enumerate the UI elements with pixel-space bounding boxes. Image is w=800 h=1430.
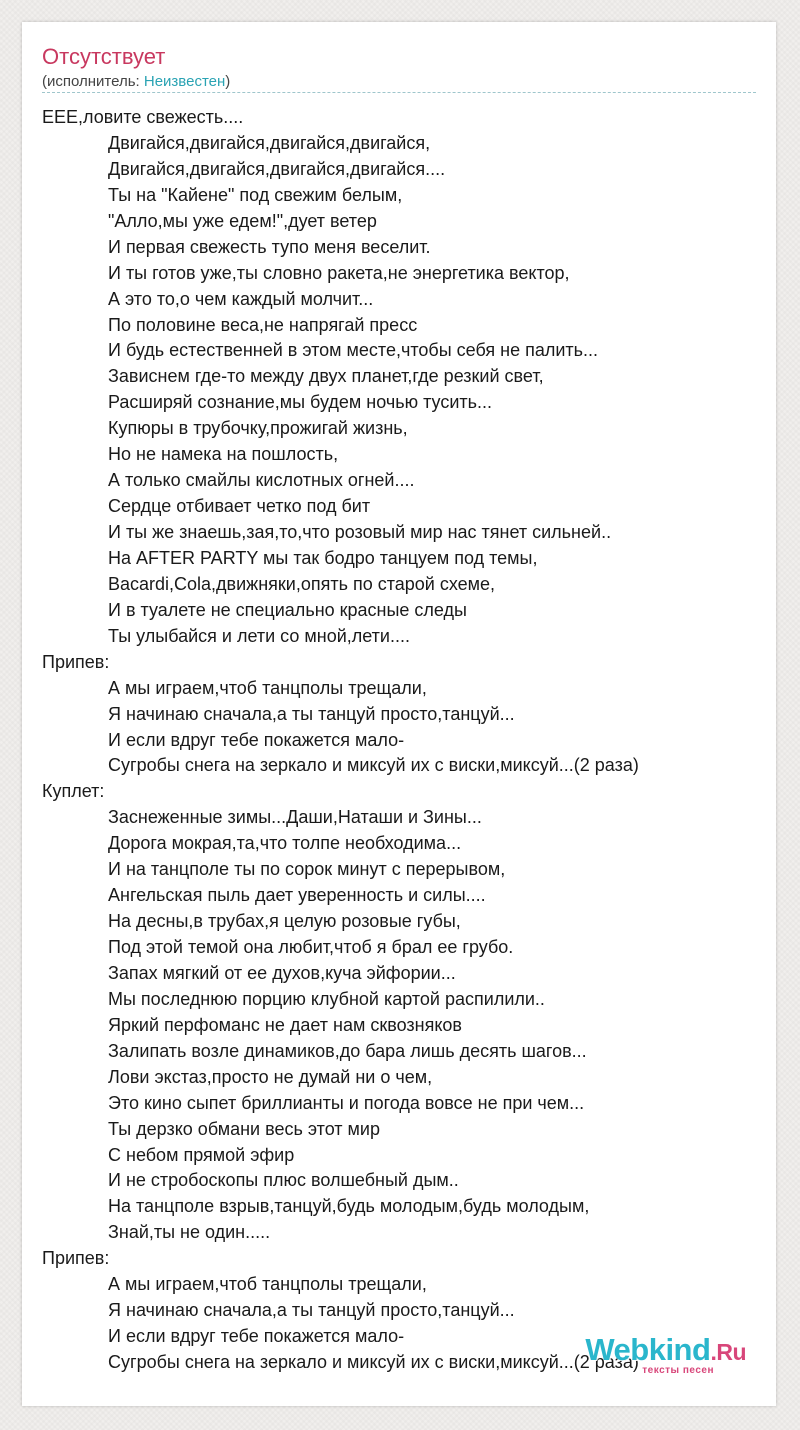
lyrics-text: [42, 105, 762, 1376]
lyric-line: Сугробы снега на зеркало и миксуй их с виски,миксуй...(2 раза): [108, 755, 639, 776]
lyric-line: Сугробы снега на зеркало и миксуй их с виски,миксуй...(2 раза): [108, 1352, 639, 1372]
lyric-line: Двигайся,двигайся,двигайся,двигайся,: [108, 132, 431, 153]
lyric-line: "Алло,мы уже едем!",дует ветер: [108, 210, 377, 231]
artist-link[interactable]: Неизвестен: [143, 73, 226, 90]
artist-byline: [42, 72, 230, 92]
title-divider: [42, 92, 756, 93]
lyric-line: И не стробоскопы плюс волшебный дым..: [108, 1170, 459, 1191]
lyric-line: И если вдруг тебе покажется мало-: [108, 1326, 405, 1347]
lyric-line: Но не намека на пошлость,: [108, 444, 339, 465]
lyric-line: И если вдруг тебе покажется мало-: [108, 729, 405, 750]
lyric-line: Мы последнюю порцию клубной картой распилили..: [108, 988, 545, 1009]
lyric-line: Под этой темой она любит,чтоб я брал ее грубо.: [108, 937, 514, 957]
lyric-line: И ты же знаешь,зая,то,что розовый мир нас тянет сильней..: [108, 522, 612, 542]
lyric-line: Ты дерзко обмани весь этот мир: [108, 1118, 380, 1139]
lyric-line: А мы играем,чтоб танцполы трещали,: [108, 677, 427, 698]
webkind-logo: [585, 1334, 746, 1365]
lyric-line: Залипать возле динамиков,до бара лишь десять шагов...: [108, 1040, 587, 1061]
song-title: Отсутствует: [42, 44, 166, 69]
lyric-line: По половине веса,не напрягай пресс: [108, 314, 418, 335]
lyric-section-heading: Припев:: [42, 1248, 110, 1269]
lyric-line: И на танцполе ты по сорок минут с перерывом,: [108, 859, 506, 880]
lyric-line: И ты готов уже,ты словно ракета,не энергетика вектор,: [108, 262, 570, 283]
lyric-line: И первая свежесть тупо меня веселит.: [108, 236, 431, 257]
lyric-line: Зависнем где-то между двух планет,где резкий свет,: [108, 366, 544, 387]
lyric-line: И в туалете не специально красные следы: [108, 599, 467, 620]
lyric-line: Запах мягкий от ее духов,куча эйфории...: [108, 962, 456, 983]
lyric-line: Ты улыбайся и лети со мной,лети....: [108, 625, 410, 646]
lyrics-card: [22, 22, 776, 1406]
lyric-section-heading: Припев:: [42, 651, 110, 672]
lyric-line: Это кино сыпет бриллианты и погода вовсе не при чем...: [108, 1092, 585, 1113]
logo-tld: .Ru: [710, 1339, 746, 1365]
lyric-line: Сердце отбивает четко под бит: [108, 496, 371, 517]
lyric-section-heading: EEE,ловите свежесть....: [42, 107, 244, 127]
lyric-line: Я начинаю сначала,а ты танцуй просто,танцуй...: [108, 703, 515, 724]
lyric-line: А мы играем,чтоб танцполы трещали,: [108, 1274, 427, 1295]
lyric-line: На AFTER PARTY мы так бодро танцуем под темы,: [108, 547, 538, 568]
lyric-line: С небом прямой эфир: [108, 1144, 295, 1165]
lyric-line: Двигайся,двигайся,двигайся,двигайся....: [108, 158, 446, 179]
logo-tagline: тексты песен: [642, 1365, 714, 1376]
lyric-line: А только смайлы кислотных огней....: [108, 470, 415, 491]
lyric-line: Купюры в трубочку,прожигай жизнь,: [108, 418, 408, 439]
lyric-line: Лови экстаз,просто не думай ни о чем,: [108, 1066, 433, 1087]
lyric-line: Знай,ты не один.....: [108, 1222, 271, 1243]
lyric-line: Bacardi,Cola,движняки,опять по старой схеме,: [108, 573, 496, 594]
lyric-section-heading: Куплет:: [42, 781, 105, 802]
byline-prefix: (исполнитель:: [42, 73, 144, 90]
lyric-line: На десны,в трубах,я целую розовые губы,: [108, 911, 461, 932]
logo-main: Webkind: [585, 1332, 711, 1367]
lyric-line: Ангельская пыль дает уверенность и силы....: [108, 885, 486, 906]
lyric-line: Заснеженные зимы...Даши,Наташи и Зины...: [108, 807, 482, 828]
lyric-line: Ты на "Кайене" под свежим белым,: [108, 184, 403, 205]
lyric-line: И будь естественней в этом месте,чтобы себя не палить...: [108, 340, 599, 361]
lyric-line: Яркий перфоманс не дает нам сквозняков: [108, 1014, 462, 1035]
byline-suffix: ): [225, 73, 231, 90]
lyric-line: Дорога мокрая,та,что толпе необходима...: [108, 833, 462, 854]
lyric-line: Расширяй сознание,мы будем ночью тусить...: [108, 392, 493, 413]
site-watermark: [585, 1334, 746, 1376]
lyric-line: А это то,о чем каждый молчит...: [108, 288, 374, 309]
lyric-line: На танцполе взрыв,танцуй,будь молодым,будь молодым,: [108, 1196, 590, 1217]
lyric-line: Я начинаю сначала,а ты танцуй просто,танцуй...: [108, 1300, 515, 1321]
